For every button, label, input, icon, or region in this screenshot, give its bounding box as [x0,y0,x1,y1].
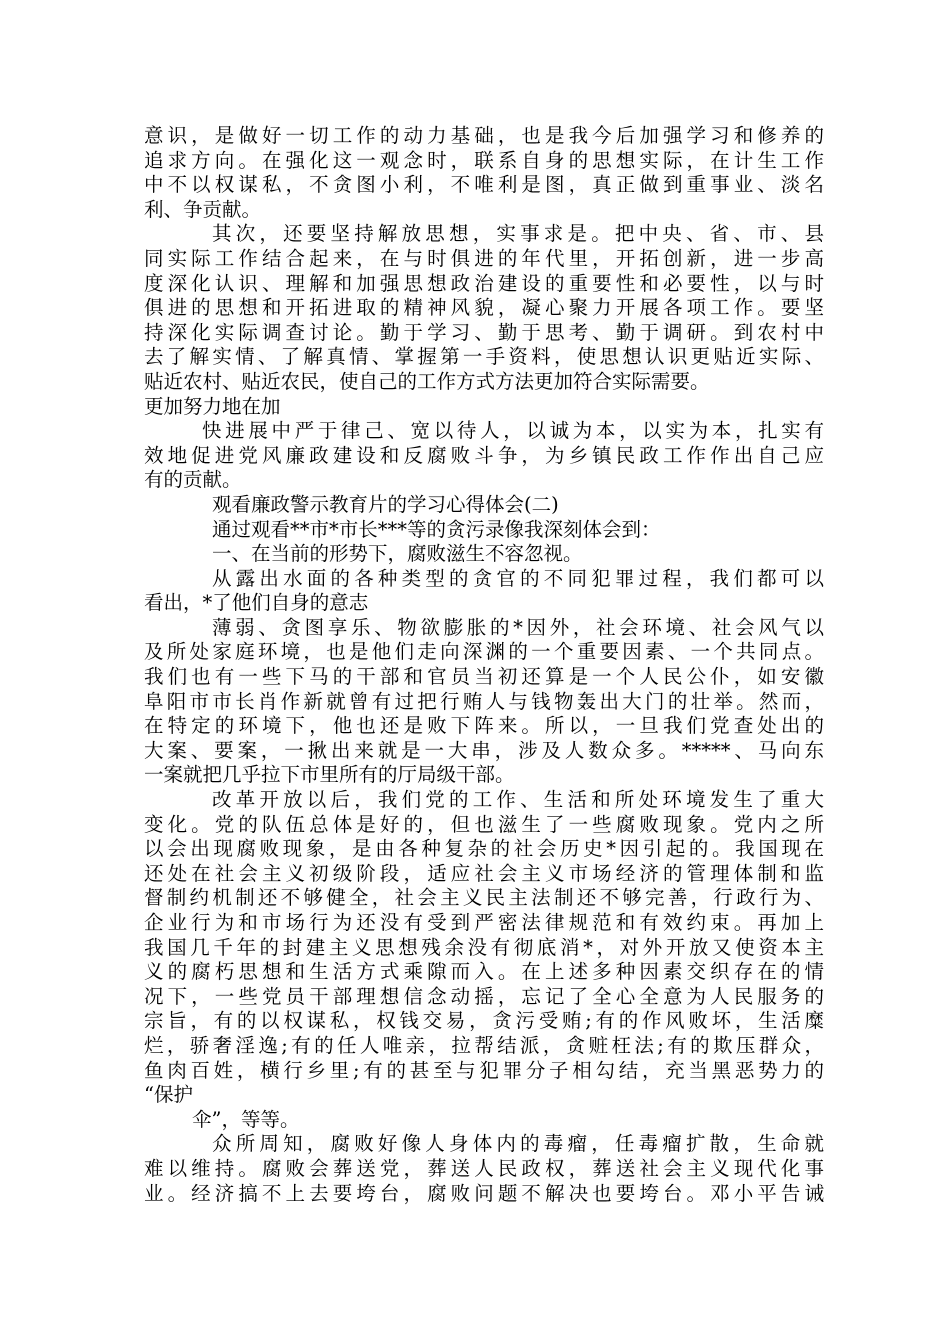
text-line: 义的腐朽思想和生活方式乘隙而入。在上述多种因素交织存在的情 [144,960,824,984]
paragraph-8 [144,1132,824,1206]
text-line: 难以维持。腐败会葬送党，葬送人民政权，葬送社会主义现代化事 [144,1156,824,1180]
text-line: 大案、要案，一揪出来就是一大串，涉及人数众多。*****、马向东 [144,738,824,762]
text-line: 企业行为和市场行为还没有受到严密法律规范和有效约束。再加上 [144,911,824,934]
text-line: 业。经济搞不上去要垮台，腐败问题不解决也要垮台。邓小平告诫 [144,1181,824,1205]
text-line: 追求方向。在强化这一观念时，联系自身的思想实际，在计生工作 [144,148,824,172]
point-heading [144,542,824,567]
text-line: 同实际工作结合起来，在与时俱进的年代里，开拓创新，进一步高 [144,246,824,270]
paragraph-2 [144,222,824,419]
text-line: 宗旨，有的以权谋私，权钱交易，贪污受贿;有的作风败坏，生活糜 [144,1009,824,1033]
text-line: 意识，是做好一切工作的动力基础，也是我今后加强学习和修养的 [144,124,824,147]
text-line: 更加努力地在加 [144,394,281,418]
text-line: 改革开放以后，我们党的工作、生活和所处环境发生了重大 [212,788,824,812]
paragraph-4 [144,567,824,616]
text-line: 还处在社会主义初级阶段，适应社会主义市场经济的管理体制和监 [144,861,824,885]
section-title [144,493,824,518]
text-line: 况下，一些党员干部理想信念动摇，忘记了全心全意为人民服务的 [144,984,824,1008]
paragraph-intro [144,518,824,543]
paragraph-1 [144,124,824,222]
text-line: 阜阳市市长肖作新就曾有过把行贿人与钱物轰出大门的壮举。然而， [144,689,824,713]
text-line: 从露出水面的各种类型的贪官的不同犯罪过程，我们都可以 [212,566,824,590]
text-line: 及所处家庭环境，也是他们走向深渊的一个重要因素、一个共同点。 [144,640,824,664]
text-line: 观看廉政警示教育片的学习心得体会(二) [212,492,559,516]
text-line: 变化。党的队伍总体是好的，但也滋生了一些腐败现象。党内之所 [144,812,824,836]
text-line: 一案就把几乎拉下市里所有的厅局级干部。 [144,763,515,787]
text-line: 利、争贡献。 [144,197,262,221]
text-line: 以会出现腐败现象，是由各种复杂的社会历史*因引起的。我国现在 [144,837,824,861]
text-line: 我们也有一些下马的干部和官员当初还算是一个人民公仆，如安徽 [144,665,824,689]
text-line: 一、在当前的形势下，腐败滋生不容忽视。 [212,542,583,566]
text-line: 中不以权谋私，不贪图小利，不唯利是图，真正做到重事业、淡名 [144,173,824,197]
text-line: 鱼肉百姓，横行乡里;有的甚至与犯罪分子相勾结，充当黑恶势力的 [144,1058,824,1082]
text-line: 通过观看**市*市长***等的贪污录像我深刻体会到： [212,517,661,541]
text-line: 快进展中严于律己、宽以待人，以诚为本，以实为本，扎实有 [202,419,824,443]
text-line: 在特定的环境下，他也还是败下阵来。所以，一旦我们党查处出的 [144,714,824,738]
text-line: 众所周知，腐败好像人身体内的毒瘤，任毒瘤扩散，生命就 [212,1132,824,1156]
text-line: “保护 [144,1083,193,1107]
paragraph-7 [144,1108,824,1133]
document-page [144,124,824,1206]
text-line: 效地促进党风廉政建设和反腐败斗争，为乡镇民政工作作出自己应 [144,443,824,467]
text-line: 烂，骄奢淫逸;有的任人唯亲，拉帮结派，贪赃枉法;有的欺压群众， [144,1033,824,1057]
text-line: 薄弱、贪图享乐、物欲膨胀的*因外，社会环境、社会风气以 [212,615,824,639]
text-line: 其次，还要坚持解放思想，实事求是。把中央、省、市、县 [212,222,824,246]
text-line: 我国几千年的封建主义思想残余没有彻底消*，对外开放又使资本主 [144,935,824,959]
text-line: 俱进的思想和开拓进取的精神风貌，凝心聚力开展各项工作。要坚 [144,296,824,320]
text-line: 看出，*了他们自身的意志 [144,591,369,615]
paragraph-6 [144,788,824,1108]
paragraph-5 [144,616,824,788]
text-line: 伞”，等等。 [192,1107,300,1131]
text-line: 有的贡献。 [144,468,242,492]
text-line: 贴近农村、贴近农民，使自己的工作方式方法更加符合实际需要。 [144,369,710,393]
text-line: 督制约机制还不够健全，社会主义民主法制还不够完善，行政行为、 [144,886,824,910]
text-line: 去了解实情、了解真情、掌握第一手资料，使思想认识更贴近实际、 [144,345,824,369]
text-line: 度深化认识、理解和加强思想政治建设的重要性和必要性，以与时 [144,271,824,295]
paragraph-3 [144,419,824,493]
text-line: 持深化实际调查讨论。勤于学习、勤于思考、勤于调研。到农村中 [144,320,824,344]
